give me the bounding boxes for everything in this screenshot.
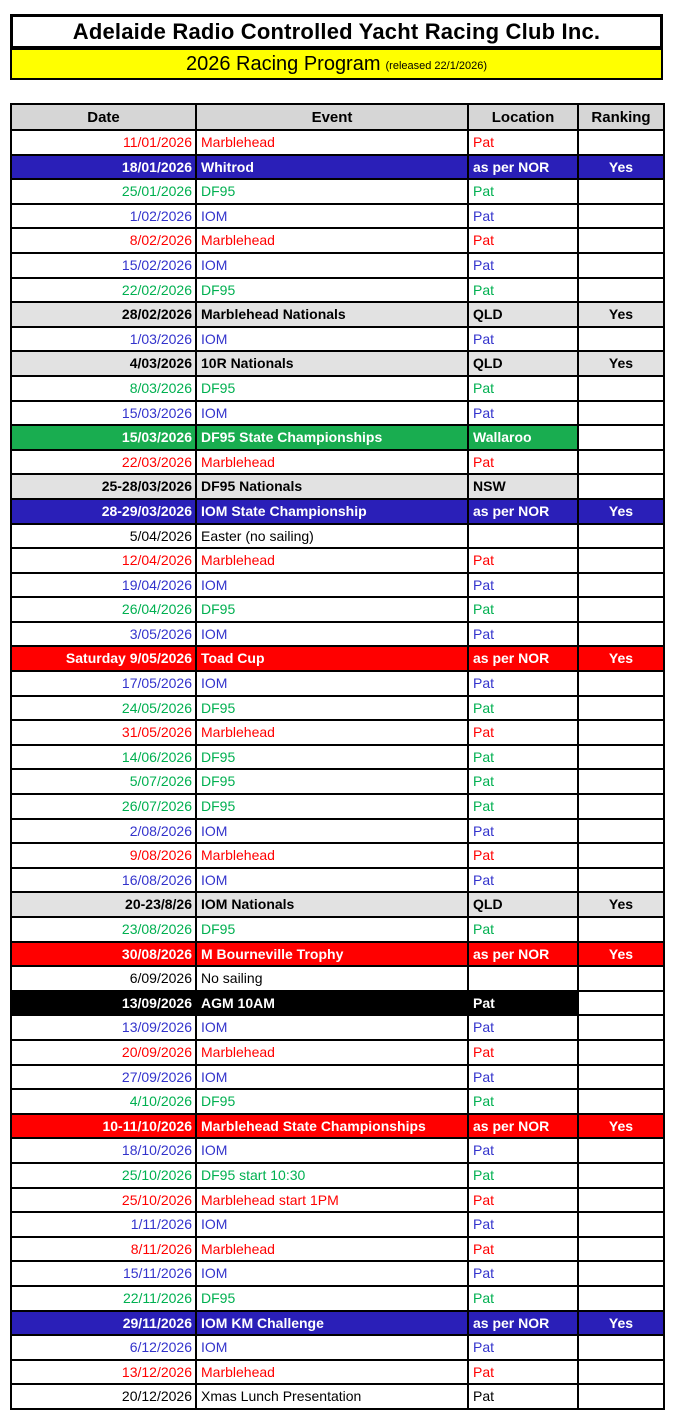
schedule-row: [11, 450, 664, 475]
loc-cell: Pat: [468, 597, 578, 622]
schedule-row: [11, 819, 664, 844]
rank-cell: [578, 1335, 664, 1360]
date-cell: 15/03/2026: [11, 425, 196, 450]
schedule-row: [11, 892, 664, 917]
date-cell: 27/09/2026: [11, 1065, 196, 1090]
date-cell: 20/09/2026: [11, 1040, 196, 1065]
rank-cell: [578, 696, 664, 721]
schedule-row: [11, 401, 664, 426]
loc-cell: Pat: [468, 1040, 578, 1065]
rank-cell: [578, 1163, 664, 1188]
rank-cell: [578, 425, 664, 450]
loc-cell: [468, 524, 578, 549]
schedule-row: [11, 179, 664, 204]
date-cell: 13/09/2026: [11, 1015, 196, 1040]
rank-cell: Yes: [578, 302, 664, 327]
date-cell: 15/03/2026: [11, 401, 196, 426]
schedule-row: [11, 302, 664, 327]
loc-cell: Pat: [468, 1188, 578, 1213]
date-cell: 26/07/2026: [11, 794, 196, 819]
schedule-row: [11, 1335, 664, 1360]
event-cell: Easter (no sailing): [196, 524, 468, 549]
event-cell: Marblehead: [196, 720, 468, 745]
date-cell: 5/04/2026: [11, 524, 196, 549]
schedule-row: [11, 1360, 664, 1385]
loc-cell: Pat: [468, 450, 578, 475]
event-cell: IOM: [196, 401, 468, 426]
loc-cell: Pat: [468, 130, 578, 155]
rank-cell: Yes: [578, 351, 664, 376]
event-cell: Toad Cup: [196, 646, 468, 671]
event-cell: DF95 start 10:30: [196, 1163, 468, 1188]
rank-cell: [578, 622, 664, 647]
rank-cell: [578, 868, 664, 893]
loc-cell: Pat: [468, 548, 578, 573]
schedule-row: [11, 991, 664, 1016]
event-cell: Marblehead: [196, 1040, 468, 1065]
event-cell: DF95: [196, 376, 468, 401]
rank-cell: [578, 204, 664, 229]
rank-cell: Yes: [578, 892, 664, 917]
loc-cell: Pat: [468, 204, 578, 229]
event-cell: IOM: [196, 622, 468, 647]
rank-cell: [578, 228, 664, 253]
loc-cell: as per NOR: [468, 1114, 578, 1139]
loc-cell: Pat: [468, 1237, 578, 1262]
schedule-row: [11, 1311, 664, 1336]
date-cell: 11/01/2026: [11, 130, 196, 155]
loc-cell: Pat: [468, 1015, 578, 1040]
date-cell: 1/11/2026: [11, 1212, 196, 1237]
rank-cell: [578, 474, 664, 499]
rank-cell: [578, 843, 664, 868]
event-cell: DF95: [196, 696, 468, 721]
loc-cell: NSW: [468, 474, 578, 499]
event-cell: DF95: [196, 794, 468, 819]
rank-cell: [578, 1261, 664, 1286]
schedule-row: [11, 1212, 664, 1237]
event-cell: Marblehead: [196, 843, 468, 868]
schedule-row: [11, 942, 664, 967]
schedule-row: [11, 917, 664, 942]
schedule-row: [11, 1089, 664, 1114]
rank-cell: [578, 1360, 664, 1385]
loc-cell: as per NOR: [468, 499, 578, 524]
schedule-row: [11, 278, 664, 303]
date-cell: 9/08/2026: [11, 843, 196, 868]
event-cell: IOM: [196, 1015, 468, 1040]
event-cell: DF95: [196, 179, 468, 204]
loc-cell: Pat: [468, 720, 578, 745]
rank-cell: [578, 1286, 664, 1311]
loc-cell: as per NOR: [468, 942, 578, 967]
rank-cell: [578, 671, 664, 696]
event-cell: No sailing: [196, 966, 468, 991]
schedule-row: [11, 1261, 664, 1286]
rank-cell: [578, 1188, 664, 1213]
header-location: Location: [468, 104, 578, 130]
date-cell: 18/01/2026: [11, 155, 196, 180]
rank-cell: [578, 1138, 664, 1163]
event-cell: Xmas Lunch Presentation: [196, 1384, 468, 1409]
rank-cell: Yes: [578, 499, 664, 524]
event-cell: IOM: [196, 1335, 468, 1360]
date-cell: 12/04/2026: [11, 548, 196, 573]
date-cell: Saturday 9/05/2026: [11, 646, 196, 671]
banner-released-note: (released 22/1/2026): [385, 60, 488, 72]
event-cell: Marblehead: [196, 130, 468, 155]
schedule-row: [11, 474, 664, 499]
rank-cell: [578, 548, 664, 573]
rank-cell: [578, 917, 664, 942]
event-cell: DF95: [196, 1286, 468, 1311]
schedule-row: [11, 868, 664, 893]
event-cell: DF95 Nationals: [196, 474, 468, 499]
date-cell: 22/11/2026: [11, 1286, 196, 1311]
event-cell: AGM 10AM: [196, 991, 468, 1016]
schedule-row: [11, 843, 664, 868]
date-cell: 15/11/2026: [11, 1261, 196, 1286]
date-cell: 22/03/2026: [11, 450, 196, 475]
date-cell: 20/12/2026: [11, 1384, 196, 1409]
event-cell: IOM: [196, 204, 468, 229]
date-cell: 25/10/2026: [11, 1163, 196, 1188]
event-cell: Whitrod: [196, 155, 468, 180]
event-cell: DF95 State Championships: [196, 425, 468, 450]
loc-cell: Pat: [468, 843, 578, 868]
loc-cell: Pat: [468, 1065, 578, 1090]
event-cell: IOM: [196, 253, 468, 278]
loc-cell: Pat: [468, 1360, 578, 1385]
rank-cell: Yes: [578, 942, 664, 967]
header-event: Event: [196, 104, 468, 130]
date-cell: 25/10/2026: [11, 1188, 196, 1213]
schedule-row: [11, 1237, 664, 1262]
loc-cell: [468, 966, 578, 991]
date-cell: 25/01/2026: [11, 179, 196, 204]
event-cell: Marblehead: [196, 1237, 468, 1262]
schedule-row: [11, 1163, 664, 1188]
date-cell: 19/04/2026: [11, 573, 196, 598]
rank-cell: [578, 720, 664, 745]
rank-cell: [578, 401, 664, 426]
date-cell: 15/02/2026: [11, 253, 196, 278]
event-cell: IOM: [196, 573, 468, 598]
loc-cell: as per NOR: [468, 155, 578, 180]
date-cell: 13/12/2026: [11, 1360, 196, 1385]
date-cell: 18/10/2026: [11, 1138, 196, 1163]
header-row: [11, 104, 664, 130]
event-cell: Marblehead: [196, 228, 468, 253]
schedule-row: [11, 204, 664, 229]
rank-cell: [578, 573, 664, 598]
schedule-row: [11, 1015, 664, 1040]
loc-cell: Pat: [468, 917, 578, 942]
event-cell: IOM: [196, 671, 468, 696]
schedule-row: [11, 376, 664, 401]
loc-cell: as per NOR: [468, 646, 578, 671]
event-cell: Marblehead start 1PM: [196, 1188, 468, 1213]
rank-cell: [578, 991, 664, 1016]
schedule-row: [11, 228, 664, 253]
date-cell: 17/05/2026: [11, 671, 196, 696]
date-cell: 2/08/2026: [11, 819, 196, 844]
schedule-row: [11, 1286, 664, 1311]
event-cell: DF95: [196, 278, 468, 303]
rank-cell: [578, 450, 664, 475]
loc-cell: Pat: [468, 1138, 578, 1163]
loc-cell: Pat: [468, 1261, 578, 1286]
rank-cell: [578, 179, 664, 204]
loc-cell: Pat: [468, 1335, 578, 1360]
rank-cell: [578, 1065, 664, 1090]
schedule-row: [11, 1384, 664, 1409]
loc-cell: Pat: [468, 278, 578, 303]
loc-cell: Pat: [468, 253, 578, 278]
rank-cell: [578, 253, 664, 278]
date-cell: 28-29/03/2026: [11, 499, 196, 524]
date-cell: 8/03/2026: [11, 376, 196, 401]
date-cell: 5/07/2026: [11, 769, 196, 794]
loc-cell: as per NOR: [468, 1311, 578, 1336]
rank-cell: [578, 376, 664, 401]
date-cell: 13/09/2026: [11, 991, 196, 1016]
date-cell: 3/05/2026: [11, 622, 196, 647]
schedule-row: [11, 646, 664, 671]
schedule-row: [11, 1040, 664, 1065]
loc-cell: Pat: [468, 179, 578, 204]
rank-cell: [578, 597, 664, 622]
loc-cell: Pat: [468, 794, 578, 819]
rank-cell: [578, 1237, 664, 1262]
date-cell: 16/08/2026: [11, 868, 196, 893]
event-cell: IOM Nationals: [196, 892, 468, 917]
event-cell: DF95: [196, 745, 468, 770]
schedule-row: [11, 253, 664, 278]
schedule-row: [11, 499, 664, 524]
schedule-table: [10, 103, 665, 1410]
event-cell: DF95: [196, 597, 468, 622]
date-cell: 6/09/2026: [11, 966, 196, 991]
club-title: Adelaide Radio Controlled Yacht Racing Club Inc.: [10, 14, 663, 49]
loc-cell: Pat: [468, 1212, 578, 1237]
date-cell: 26/04/2026: [11, 597, 196, 622]
schedule-row: [11, 155, 664, 180]
schedule-row: [11, 1188, 664, 1213]
date-cell: 20-23/8/26: [11, 892, 196, 917]
schedule-row: [11, 573, 664, 598]
header-ranking: Ranking: [578, 104, 664, 130]
event-cell: IOM KM Challenge: [196, 1311, 468, 1336]
loc-cell: Pat: [468, 671, 578, 696]
rank-cell: Yes: [578, 155, 664, 180]
event-cell: IOM: [196, 1065, 468, 1090]
date-cell: 22/02/2026: [11, 278, 196, 303]
date-cell: 1/03/2026: [11, 327, 196, 352]
loc-cell: Wallaroo: [468, 425, 578, 450]
event-cell: Marblehead: [196, 548, 468, 573]
rank-cell: Yes: [578, 646, 664, 671]
event-cell: IOM: [196, 868, 468, 893]
spacer-row: [10, 80, 663, 103]
racing-program-sheet: [10, 14, 663, 1410]
rank-cell: [578, 278, 664, 303]
loc-cell: Pat: [468, 1286, 578, 1311]
rank-cell: [578, 327, 664, 352]
schedule-row: [11, 720, 664, 745]
rank-cell: [578, 1015, 664, 1040]
schedule-row: [11, 696, 664, 721]
rank-cell: [578, 745, 664, 770]
loc-cell: Pat: [468, 696, 578, 721]
rank-cell: [578, 1040, 664, 1065]
event-cell: IOM: [196, 1212, 468, 1237]
schedule-row: [11, 425, 664, 450]
schedule-row: [11, 130, 664, 155]
loc-cell: Pat: [468, 327, 578, 352]
date-cell: 24/05/2026: [11, 696, 196, 721]
rank-cell: [578, 1089, 664, 1114]
date-cell: 23/08/2026: [11, 917, 196, 942]
event-cell: Marblehead: [196, 450, 468, 475]
schedule-row: [11, 351, 664, 376]
rank-cell: [578, 1384, 664, 1409]
schedule-row: [11, 1114, 664, 1139]
event-cell: IOM: [196, 819, 468, 844]
rank-cell: [578, 524, 664, 549]
date-cell: 10-11/10/2026: [11, 1114, 196, 1139]
event-cell: Marblehead: [196, 1360, 468, 1385]
schedule-row: [11, 327, 664, 352]
event-cell: IOM: [196, 1261, 468, 1286]
loc-cell: Pat: [468, 1384, 578, 1409]
event-cell: IOM: [196, 1138, 468, 1163]
schedule-row: [11, 745, 664, 770]
loc-cell: Pat: [468, 1089, 578, 1114]
event-cell: Marblehead State Championships: [196, 1114, 468, 1139]
date-cell: 31/05/2026: [11, 720, 196, 745]
rank-cell: [578, 769, 664, 794]
date-cell: 14/06/2026: [11, 745, 196, 770]
date-cell: 1/02/2026: [11, 204, 196, 229]
rank-cell: [578, 1212, 664, 1237]
loc-cell: Pat: [468, 622, 578, 647]
date-cell: 28/02/2026: [11, 302, 196, 327]
loc-cell: Pat: [468, 1163, 578, 1188]
loc-cell: Pat: [468, 868, 578, 893]
date-cell: 30/08/2026: [11, 942, 196, 967]
loc-cell: Pat: [468, 376, 578, 401]
schedule-row: [11, 524, 664, 549]
event-cell: M Bourneville Trophy: [196, 942, 468, 967]
loc-cell: Pat: [468, 401, 578, 426]
loc-cell: Pat: [468, 819, 578, 844]
schedule-rows: [11, 130, 664, 1409]
loc-cell: QLD: [468, 302, 578, 327]
header-date: Date: [11, 104, 196, 130]
loc-cell: QLD: [468, 351, 578, 376]
date-cell: 4/10/2026: [11, 1089, 196, 1114]
rank-cell: [578, 130, 664, 155]
schedule-row: [11, 548, 664, 573]
rank-cell: [578, 794, 664, 819]
date-cell: 8/02/2026: [11, 228, 196, 253]
schedule-row: [11, 1065, 664, 1090]
date-cell: 8/11/2026: [11, 1237, 196, 1262]
event-cell: IOM State Championship: [196, 499, 468, 524]
event-cell: IOM: [196, 327, 468, 352]
event-cell: 10R Nationals: [196, 351, 468, 376]
date-cell: 25-28/03/2026: [11, 474, 196, 499]
event-cell: DF95: [196, 1089, 468, 1114]
loc-cell: Pat: [468, 991, 578, 1016]
banner-title: 2026 Racing Program: [185, 52, 381, 75]
schedule-row: [11, 966, 664, 991]
event-cell: Marblehead Nationals: [196, 302, 468, 327]
program-banner: [10, 48, 663, 80]
event-cell: DF95: [196, 769, 468, 794]
loc-cell: Pat: [468, 573, 578, 598]
rank-cell: [578, 966, 664, 991]
date-cell: 29/11/2026: [11, 1311, 196, 1336]
date-cell: 4/03/2026: [11, 351, 196, 376]
schedule-row: [11, 671, 664, 696]
date-cell: 6/12/2026: [11, 1335, 196, 1360]
loc-cell: QLD: [468, 892, 578, 917]
loc-cell: Pat: [468, 745, 578, 770]
schedule-row: [11, 769, 664, 794]
schedule-row: [11, 597, 664, 622]
event-cell: DF95: [196, 917, 468, 942]
rank-cell: [578, 819, 664, 844]
schedule-row: [11, 622, 664, 647]
rank-cell: Yes: [578, 1114, 664, 1139]
schedule-row: [11, 1138, 664, 1163]
schedule-row: [11, 794, 664, 819]
rank-cell: Yes: [578, 1311, 664, 1336]
loc-cell: Pat: [468, 769, 578, 794]
loc-cell: Pat: [468, 228, 578, 253]
